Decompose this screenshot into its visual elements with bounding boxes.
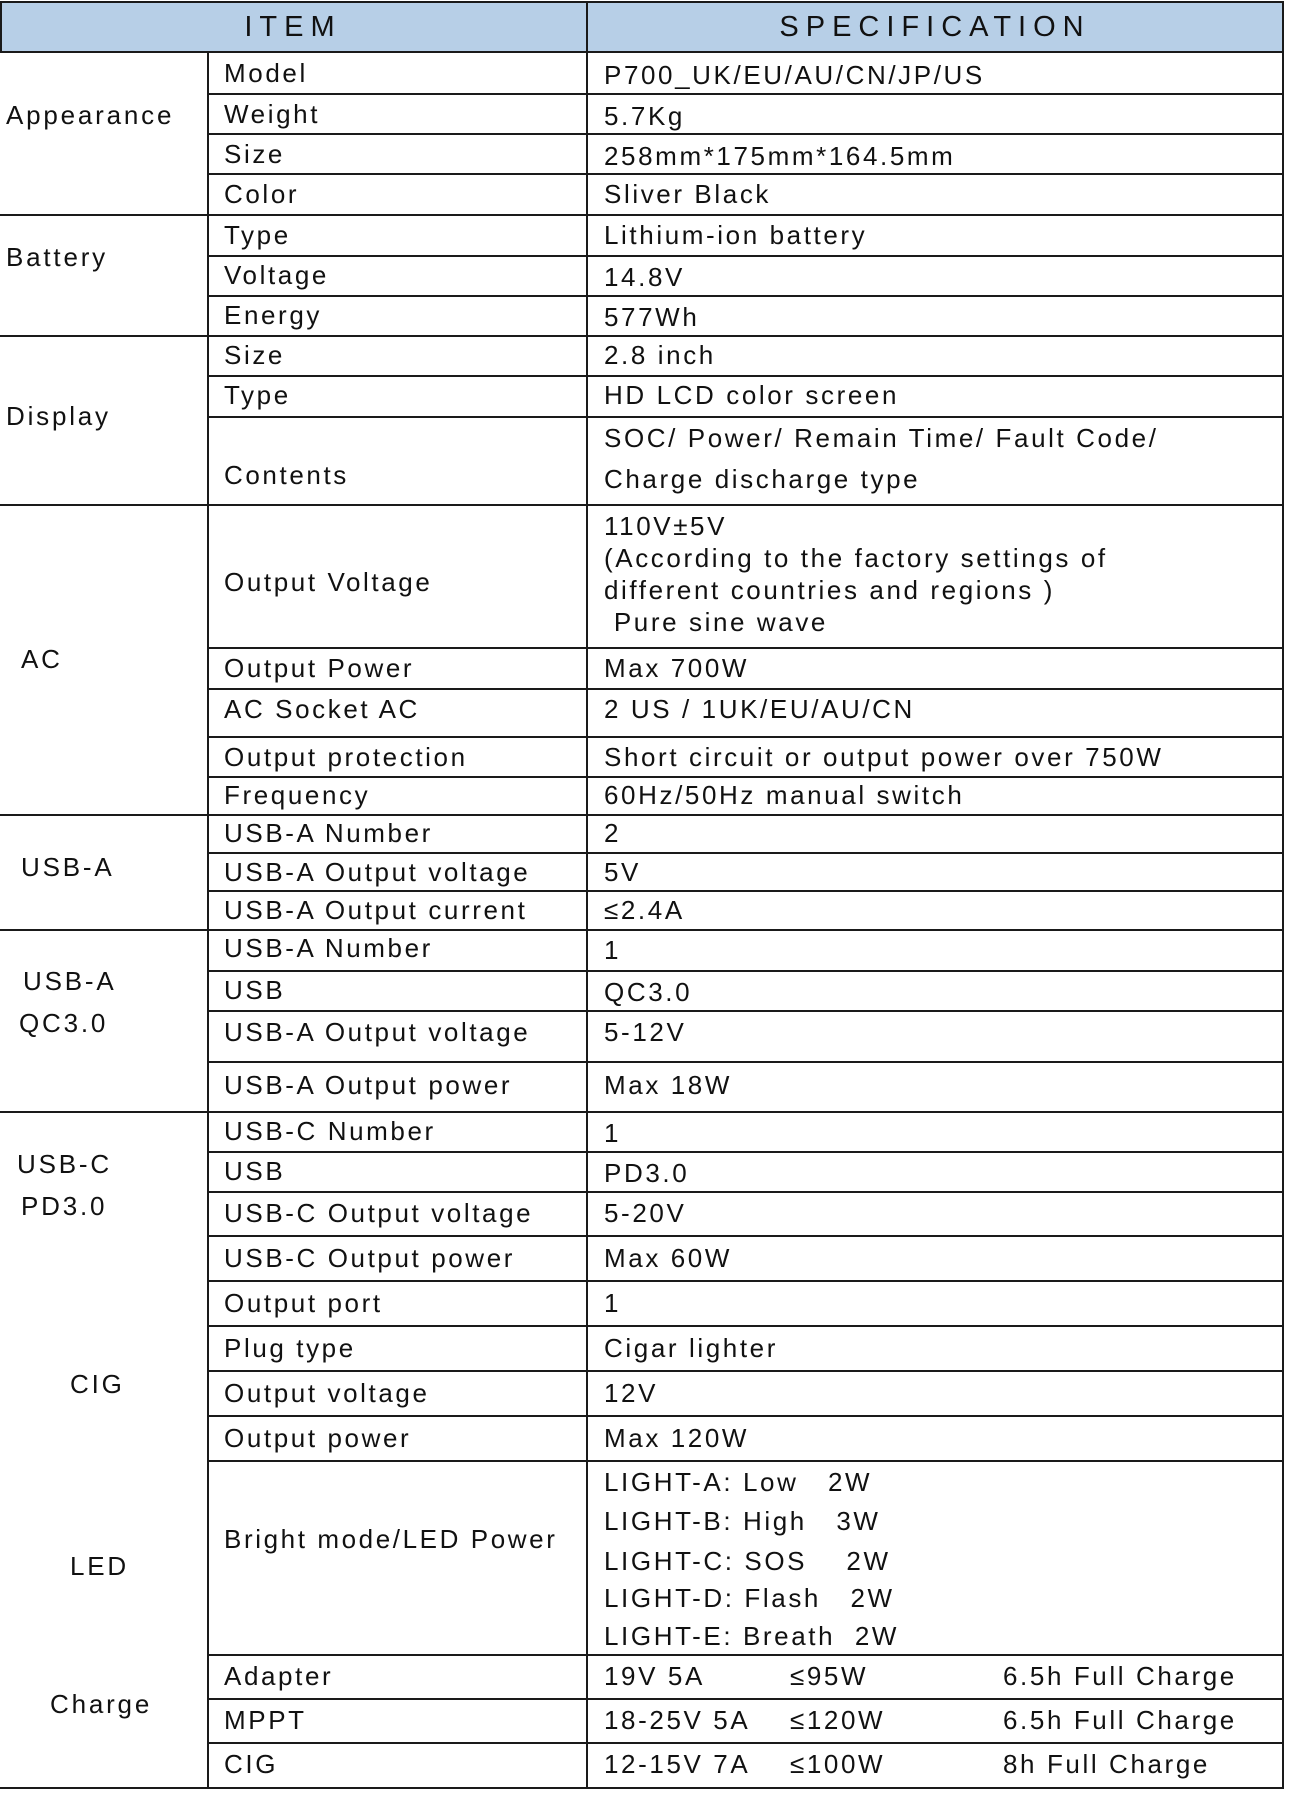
row-value-line: Pure sine wave	[604, 607, 828, 637]
row-border	[207, 255, 1284, 257]
row-border	[0, 1111, 1284, 1113]
row-value: 5V	[604, 857, 642, 887]
group-label-appearance: Appearance	[6, 100, 175, 130]
row-label: USB-A Number	[224, 933, 433, 963]
row-label: Adapter	[224, 1661, 334, 1691]
group-label-qc3: QC3.0	[19, 1008, 109, 1038]
row-label: Output Power	[224, 653, 415, 683]
row-border	[207, 416, 1284, 418]
row-value: 577Wh	[604, 302, 700, 332]
row-value: Max 60W	[604, 1243, 733, 1273]
group-label-cig: CIG	[70, 1369, 125, 1399]
row-value-line: (According to the factory settings of	[604, 543, 1108, 573]
table-right-border	[1282, 3, 1284, 1789]
row-label: USB-C Output voltage	[224, 1198, 534, 1228]
row-label: AC Socket AC	[224, 694, 420, 724]
row-value: 5.7Kg	[604, 101, 685, 131]
row-border	[0, 1, 1284, 3]
group-label-usb-a-qc: USB-A	[23, 966, 117, 996]
row-label: USB	[224, 975, 286, 1005]
group-label-display: Display	[6, 401, 111, 431]
row-label: Output Voltage	[224, 567, 433, 597]
row-border	[207, 1191, 1284, 1193]
column-divider	[586, 3, 588, 1789]
row-border	[0, 1787, 1284, 1789]
row-value-line: LIGHT-B: High 3W	[604, 1506, 881, 1536]
specification-column-header	[588, 3, 1282, 51]
row-label: Type	[224, 220, 291, 250]
row-border	[0, 51, 1284, 53]
row-label: Output port	[224, 1288, 383, 1318]
group-divider	[207, 53, 209, 1789]
row-label: Energy	[224, 300, 322, 330]
row-border	[207, 647, 1284, 649]
row-border	[207, 1370, 1284, 1372]
row-value: 258mm*175mm*164.5mm	[604, 141, 956, 171]
row-border	[0, 214, 1284, 216]
row-value: 2.8 inch	[604, 340, 716, 370]
row-value: 1	[604, 1118, 622, 1148]
row-value: PD3.0	[604, 1158, 690, 1188]
row-border	[207, 1280, 1284, 1282]
row-label: USB-A Output voltage	[224, 857, 531, 887]
row-label: USB-C Output power	[224, 1243, 516, 1273]
row-border	[207, 1698, 1284, 1700]
row-value: 12-15V 7A	[604, 1749, 751, 1779]
group-label-ac: AC	[21, 644, 63, 674]
row-value-line: LIGHT-E: Breath 2W	[604, 1621, 900, 1651]
row-value: Cigar lighter	[604, 1333, 778, 1363]
row-label: Size	[224, 139, 285, 169]
row-border	[207, 852, 1284, 854]
row-value: 60Hz/50Hz manual switch	[604, 780, 965, 810]
row-label: MPPT	[224, 1705, 307, 1735]
charge-power: ≤95W	[790, 1661, 869, 1691]
specification-header-text: SPECIFICATION	[779, 10, 1091, 43]
group-label-usb-c: USB-C	[17, 1149, 112, 1179]
row-border	[207, 1325, 1284, 1327]
row-value: Max 700W	[604, 653, 750, 683]
group-label-pd3: PD3.0	[21, 1191, 108, 1221]
row-value: 2 US / 1UK/EU/AU/CN	[604, 694, 915, 724]
group-label-charge: Charge	[50, 1689, 153, 1719]
row-border	[207, 1654, 1284, 1656]
row-value: 1	[604, 1288, 622, 1318]
row-label: USB-A Output current	[224, 895, 528, 925]
row-value: 19V 5A	[604, 1661, 705, 1691]
row-border	[207, 776, 1284, 778]
row-value-line: LIGHT-D: Flash 2W	[604, 1583, 895, 1613]
row-value-line: Charge discharge type	[604, 464, 921, 494]
row-border	[207, 1010, 1284, 1012]
charge-time: 8h Full Charge	[1003, 1749, 1210, 1779]
row-border	[0, 929, 1284, 931]
row-label: Output voltage	[224, 1378, 430, 1408]
row-border	[207, 736, 1284, 738]
row-label: USB-A Output voltage	[224, 1017, 531, 1047]
row-value: ≤2.4A	[604, 895, 685, 925]
row-label: Bright mode/LED Power	[224, 1524, 558, 1554]
row-value: 110V±5V	[604, 511, 728, 541]
row-label: Type	[224, 380, 291, 410]
row-label: Model	[224, 58, 308, 88]
row-value: QC3.0	[604, 977, 693, 1007]
row-value: Sliver Black	[604, 179, 772, 209]
row-border	[207, 1235, 1284, 1237]
row-value: 14.8V	[604, 262, 685, 292]
item-header-text: ITEM	[244, 10, 342, 43]
row-value: 1	[604, 935, 622, 965]
row-border	[207, 890, 1284, 892]
row-label: USB-A Number	[224, 818, 433, 848]
row-value: SOC/ Power/ Remain Time/ Fault Code/	[604, 423, 1159, 453]
group-label-led: LED	[70, 1551, 129, 1581]
row-value: P700_UK/EU/AU/CN/JP/US	[604, 60, 985, 90]
charge-time: 6.5h Full Charge	[1003, 1661, 1237, 1691]
row-border	[207, 295, 1284, 297]
row-value: 5-20V	[604, 1198, 687, 1228]
row-value: 18-25V 5A	[604, 1705, 751, 1735]
row-label: Output protection	[224, 742, 468, 772]
row-label: Size	[224, 340, 285, 370]
charge-power: ≤120W	[790, 1705, 886, 1735]
row-label: USB	[224, 1156, 286, 1186]
row-value: HD LCD color screen	[604, 380, 900, 410]
row-value: 5-12V	[604, 1017, 687, 1047]
row-label: Color	[224, 179, 300, 209]
row-label: Frequency	[224, 780, 371, 810]
charge-power: ≤100W	[790, 1749, 886, 1779]
row-label: USB-C Number	[224, 1116, 436, 1146]
row-border	[207, 375, 1284, 377]
row-label: Contents	[224, 460, 349, 490]
row-border	[0, 814, 1284, 816]
row-border	[207, 1061, 1284, 1063]
row-border	[0, 504, 1284, 506]
row-label: USB-A Output power	[224, 1070, 513, 1100]
row-border	[207, 133, 1284, 135]
row-value-line: different countries and regions )	[604, 575, 1055, 605]
row-value: LIGHT-A: Low 2W	[604, 1467, 873, 1497]
row-border	[207, 1151, 1284, 1153]
row-border	[0, 335, 1284, 337]
row-value: Max 120W	[604, 1423, 750, 1453]
group-label-battery: Battery	[6, 242, 108, 272]
row-border	[207, 970, 1284, 972]
row-label: Voltage	[224, 260, 329, 290]
row-value: Max 18W	[604, 1070, 733, 1100]
row-value: Short circuit or output power over 750W	[604, 742, 1164, 772]
row-label: Plug type	[224, 1333, 356, 1363]
group-label-usb-a: USB-A	[21, 852, 115, 882]
row-border	[207, 1460, 1284, 1462]
row-border	[207, 688, 1284, 690]
row-label: Weight	[224, 99, 321, 129]
row-border	[207, 173, 1284, 175]
row-value: Lithium-ion battery	[604, 220, 868, 250]
row-value-line: LIGHT-C: SOS 2W	[604, 1546, 891, 1576]
table-left-border	[0, 3, 2, 53]
row-border	[207, 1415, 1284, 1417]
row-value: 2	[604, 818, 622, 848]
row-label: CIG	[224, 1749, 279, 1779]
row-label: Output power	[224, 1423, 412, 1453]
charge-time: 6.5h Full Charge	[1003, 1705, 1237, 1735]
item-column-header	[0, 3, 586, 51]
row-border	[207, 1742, 1284, 1744]
row-border	[207, 93, 1284, 95]
row-value: 12V	[604, 1378, 659, 1408]
